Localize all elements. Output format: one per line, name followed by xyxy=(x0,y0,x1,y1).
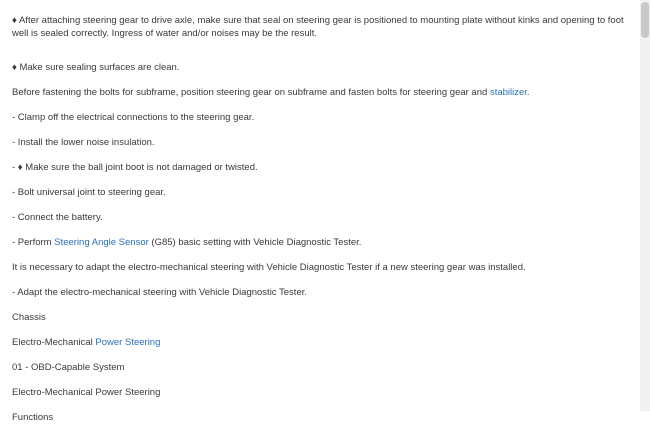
heading-electro-mechanical xyxy=(12,336,634,349)
step-check-ball-joint: - ♦ Make sure the ball joint boot is not damaged or twisted. xyxy=(12,162,258,173)
power-steering-link[interactable]: Power Steering xyxy=(95,337,161,348)
step-basic-setting-end: (G85) basic setting with Vehicle Diagnostic Tester. xyxy=(148,237,362,248)
stabilizer-link[interactable]: stabilizer xyxy=(489,87,527,98)
step-basic-setting-text: - Perform xyxy=(12,237,55,248)
heading-electro-mechanical-text: Electro-Mechanical xyxy=(12,337,96,348)
step-bolt-universal-joint: - Bolt universal joint to steering gear. xyxy=(12,187,166,198)
step-basic-setting xyxy=(12,236,634,249)
heading-obd-system: 01 - OBD-Capable System xyxy=(12,362,125,373)
step-install-insulation: - Install the lower noise insulation. xyxy=(12,137,155,148)
paragraph-adapt-note: It is necessary to adapt the electro-mechanical steering with Vehicle Diagnostic Tester if a new steering gear was installed. xyxy=(12,262,526,273)
step-adapt-steering: - Adapt the electro-mechanical steering with Vehicle Diagnostic Tester. xyxy=(12,287,308,298)
paragraph-fasten-bolts xyxy=(12,86,634,99)
step-clamp-electrical: - Clamp off the electrical connections to the steering gear. xyxy=(12,112,255,123)
paragraph-fasten-bolts-text: Before fastening the bolts for subframe, position steering gear on subframe and fasten bolts for steering gear and xyxy=(12,87,490,98)
step-connect-battery: - Connect the battery. xyxy=(12,212,103,223)
heading-chassis: Chassis xyxy=(12,312,46,323)
steering-angle-sensor-link[interactable]: Steering Angle Sensor xyxy=(54,237,149,248)
paragraph-sealing-surfaces: ♦ Make sure sealing surfaces are clean. xyxy=(12,62,180,73)
heading-functions: Functions xyxy=(12,412,54,423)
paragraph-fasten-bolts-end: . xyxy=(526,87,530,98)
heading-power-steering: Electro-Mechanical Power Steering xyxy=(12,387,161,398)
document-body xyxy=(12,4,634,424)
vertical-scrollbar[interactable] xyxy=(640,0,650,411)
scrollbar-thumb[interactable] xyxy=(641,2,649,38)
paragraph-seal-instruction: ♦ After attaching steering gear to drive axle, make sure that seal on steering gear is positioned to mounting plate without kinks and opening to foot well is sealed correctly. Ingress of water and/or noises may be the result. xyxy=(12,14,624,39)
